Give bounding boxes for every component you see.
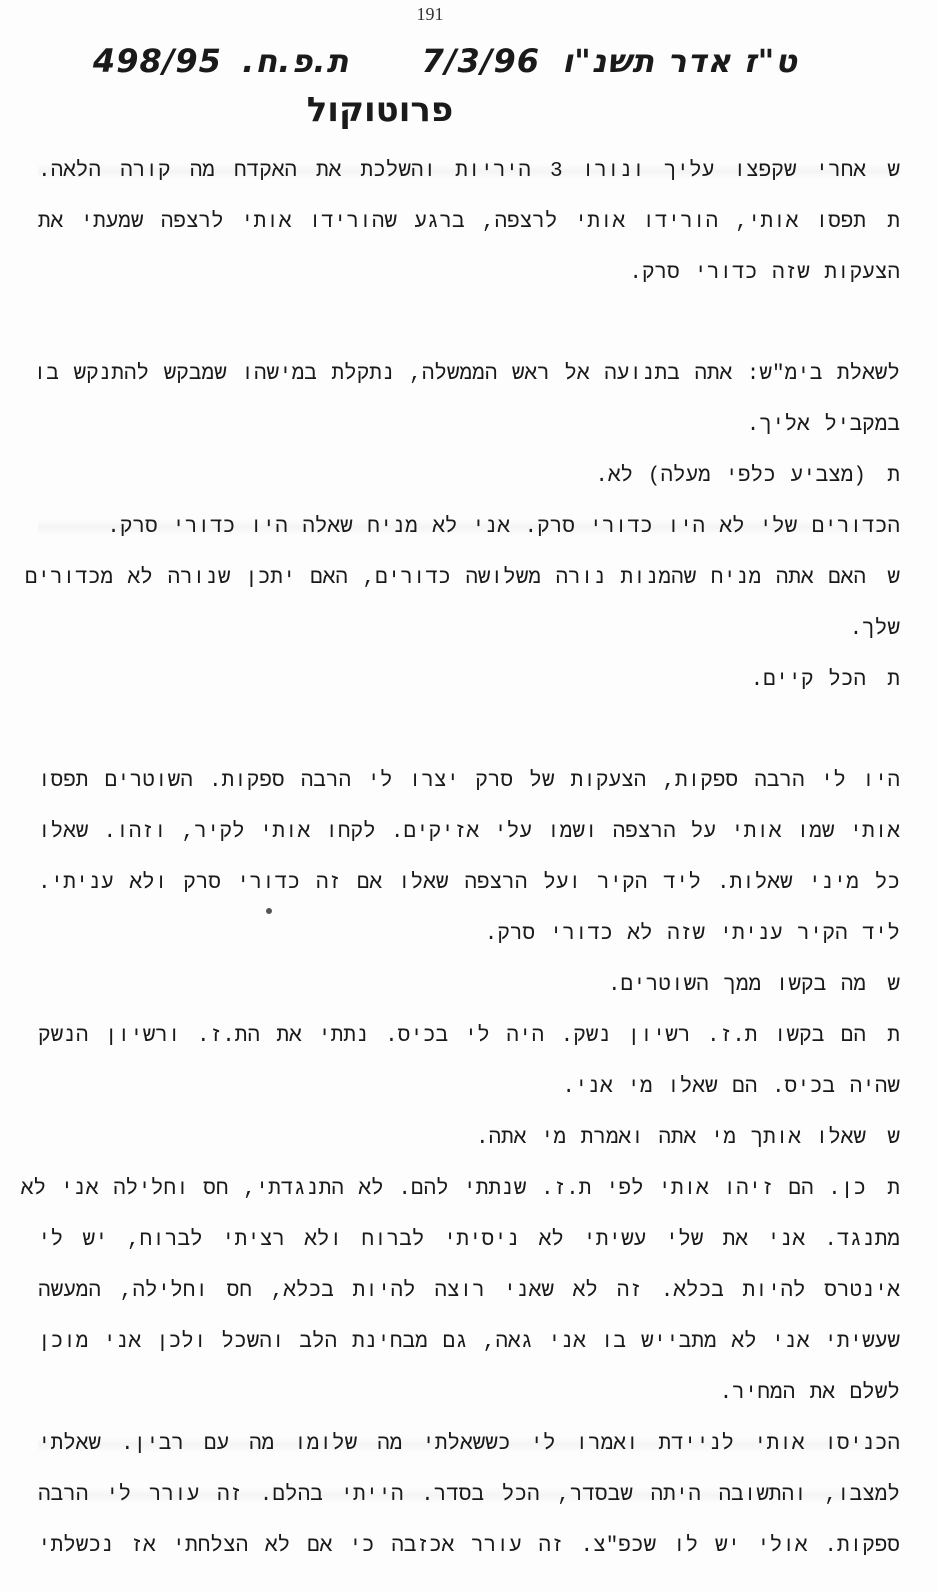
transcript-line xyxy=(24,553,900,604)
transcript-line xyxy=(38,502,900,553)
transcript-line xyxy=(38,248,900,299)
transcript-line xyxy=(38,197,900,248)
line-text: אחרי שקפצו עליך ונורו 3 היריות והשלכת את האקדח מה קורה הלאה. xyxy=(38,160,867,183)
transcript-line xyxy=(33,349,900,400)
transcript-line xyxy=(38,1419,900,1470)
paragraph-gap xyxy=(38,706,900,756)
line-text: תפסו אותי, הורידו אותי לרצפה, ברגע שהורידו אותי לרצפה שמעתי את xyxy=(38,211,866,234)
line-text: שהיה בכיס. הם שאלו מי אני. xyxy=(562,1076,900,1099)
page-number: 191 xyxy=(416,4,444,24)
transcript-line xyxy=(38,146,900,197)
header-case-label: ת.פ.ח. xyxy=(242,42,350,80)
line-text: הצעקות שזה כדורי סרק. xyxy=(629,262,900,285)
line-text: במקביל אליך. xyxy=(746,414,900,437)
speaker-prefix: ת xyxy=(887,1178,900,1201)
transcript-line xyxy=(38,655,900,706)
transcript-line xyxy=(38,1470,900,1521)
line-text: לשלם את המחיר. xyxy=(719,1382,900,1405)
speaker-prefix: ת xyxy=(887,669,900,692)
speaker-prefix: ש xyxy=(887,1127,900,1150)
paragraph-gap xyxy=(38,299,900,349)
line-text: שאלו אותך מי אתה ואמרת מי אתה. xyxy=(475,1127,866,1150)
line-text: ליד הקיר עניתי שזה לא כדורי סרק. xyxy=(484,923,900,946)
line-text: לשאלת בימ"ש: אתה בתנועה אל ראש הממשלה, נתקלת במישהו שמבקש להתנקש בו xyxy=(33,363,900,386)
line-text: מה בקשו ממך השוטרים. xyxy=(607,974,866,997)
line-text: שלך. xyxy=(849,618,900,641)
title-text: פרוטוקול xyxy=(306,90,454,130)
page-title xyxy=(0,90,760,130)
header-case-number: 498/95 xyxy=(92,42,222,80)
transcript-line xyxy=(38,1113,900,1164)
header-hebrew-date: ט"ז אדר תשנ"ו xyxy=(562,42,798,80)
line-text: אותי שמו אותי על הרצפה ושמו עלי אזיקים. לקחו אותי לקיר, וזהו. שאלו xyxy=(38,821,900,844)
transcript-line xyxy=(38,1521,900,1572)
document-header xyxy=(93,42,798,80)
transcript-line xyxy=(38,858,900,909)
transcript-line xyxy=(38,960,900,1011)
header-numeric-date: 7/3/96 xyxy=(421,42,541,80)
transcript-line xyxy=(38,1317,900,1368)
transcript-line xyxy=(38,1011,900,1062)
transcript-line xyxy=(38,807,900,858)
protocol-body xyxy=(20,146,901,1572)
speaker-prefix: ש xyxy=(887,567,900,590)
transcript-line xyxy=(38,1368,900,1419)
transcript-line xyxy=(38,1266,900,1317)
transcript-line xyxy=(38,756,900,807)
speaker-prefix: ש xyxy=(887,160,901,183)
transcript-line xyxy=(38,451,900,502)
speaker-prefix: ת xyxy=(887,211,900,234)
line-text: היו לי הרבה ספקות, הצעקות של סרק יצרו לי הרבה ספקות. השוטרים תפסו xyxy=(38,770,900,793)
speaker-prefix: ש xyxy=(887,974,900,997)
line-text: (מצביע כלפי מעלה) לא. xyxy=(595,465,866,488)
line-text: הם בקשו ת.ז. רשיון נשק. היה לי בכיס. נתתי את הת.ז. ורשיון הנשק xyxy=(38,1025,866,1048)
line-text: הכל קיים. xyxy=(750,669,866,692)
transcript-line xyxy=(20,1164,900,1215)
line-text: שעשיתי אני לא מתבייש בו אני גאה, גם מבחינת הלב והשכל ולכן אני מוכן xyxy=(38,1331,900,1354)
line-text: כן. הם זיהו אותי לפי ת.ז. שנתתי להם. לא התנגדתי, חס וחלילה אני לא xyxy=(20,1178,866,1201)
line-text: הכניסו אותי לניידת ואמרו לי כששאלתי מה שלומו מה עם רבין. שאלתי xyxy=(38,1433,900,1456)
transcript-line xyxy=(38,1062,900,1113)
transcript-line xyxy=(38,1215,900,1266)
line-text: מתנגד. אני את שלי עשיתי לא ניסיתי לברוח ולא רציתי לברוח, יש לי xyxy=(38,1229,900,1252)
transcript-line xyxy=(38,604,900,655)
transcript-line xyxy=(38,400,900,451)
transcript-line xyxy=(38,909,900,960)
line-text: כל מיני שאלות. ליד הקיר ועל הרצפה שאלו אם זה כדורי סרק ולא עניתי. xyxy=(38,872,900,895)
line-text: למצבו, והתשובה היתה שבסדר, הכל בסדר. הייתי בהלם. זה עורר לי הרבה xyxy=(38,1484,900,1507)
speaker-prefix: ת xyxy=(887,465,900,488)
speaker-prefix: ת xyxy=(887,1025,900,1048)
line-text: האם אתה מניח שהמנות נורה משלושה כדורים, האם יתכן שנורה לא מכדורים xyxy=(24,567,866,590)
line-text: הכדורים שלי לא היו כדורי סרק. אני לא מניח שאלה היו כדורי סרק. xyxy=(107,516,900,539)
line-text: ספקות. אולי יש לו שכפ"צ. זה עורר אכזבה כי אם לא הצלחתי אז נכשלתי xyxy=(38,1535,900,1558)
scan-speck xyxy=(266,908,272,914)
line-text: אינטרס להיות בכלא. זה לא שאני רוצה להיות בכלא, חס וחלילה, המעשה xyxy=(38,1280,900,1303)
